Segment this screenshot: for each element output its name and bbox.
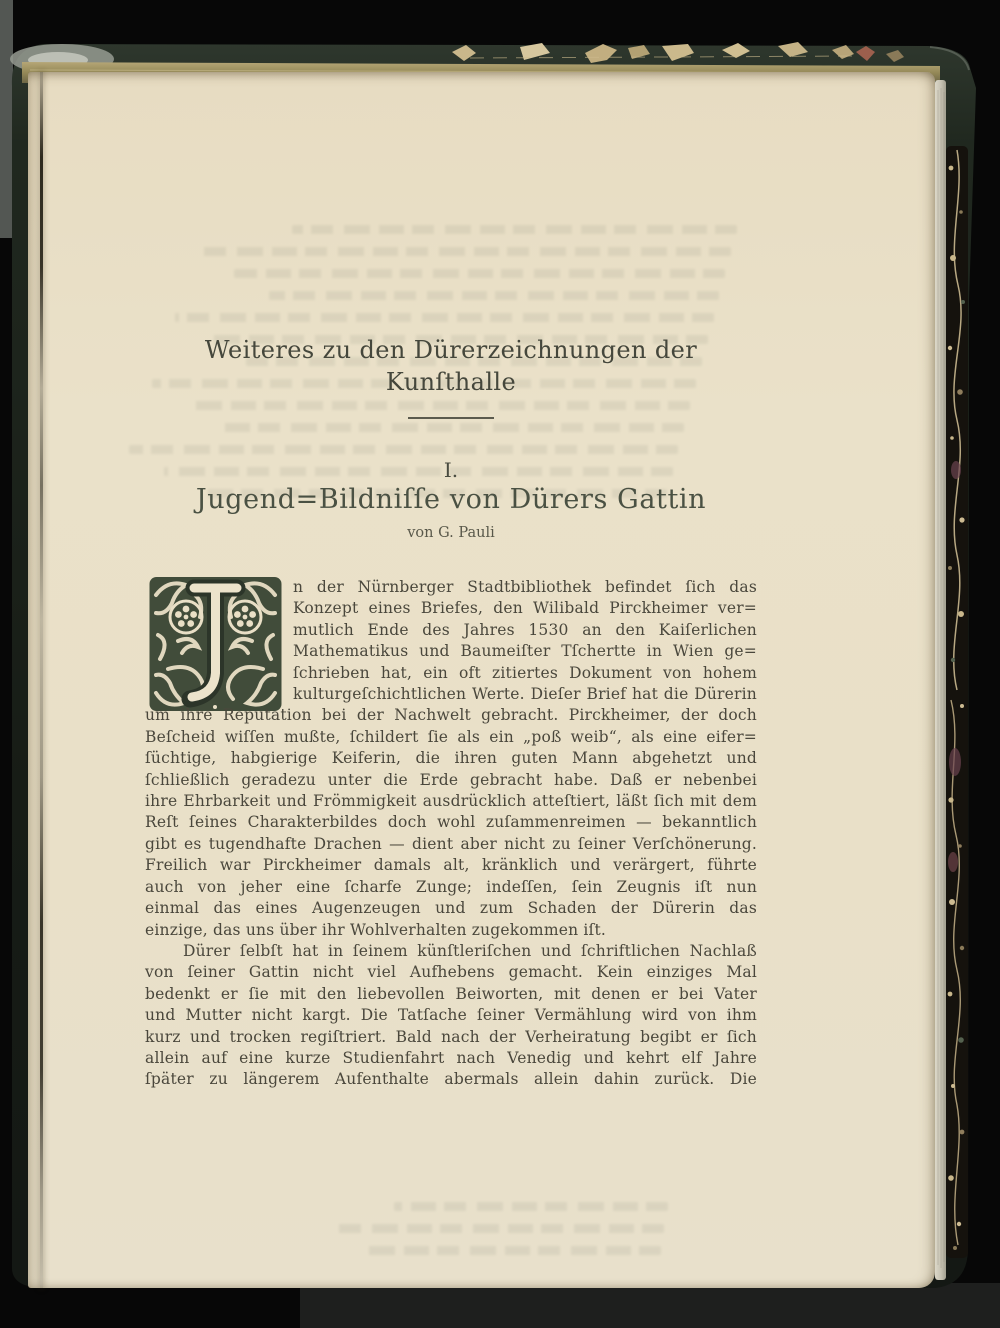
- text-line: ſchließlich geradezu unter die Erde gebracht habe. Daß er nebenbei: [145, 770, 757, 789]
- text-line: ſchrieben hat, ein oft zitiertes Dokument von hohem: [293, 663, 757, 682]
- book-page: [28, 72, 935, 1288]
- text-line: kurz und trocken regiſtriert. Bald nach der Verheiratung begibt er ſich: [145, 1027, 757, 1046]
- paragraph-1-full-block: [145, 705, 757, 940]
- showthrough-line: [394, 1202, 668, 1211]
- text-line: ihre Ehrbarkeit und Frömmigkeit ausdrücklich atteſtiert, läßt ſich mit dem: [145, 792, 757, 811]
- text-line: einzige, das uns über ihr Wohlverhalten zugekommen iſt.: [145, 920, 607, 939]
- text-line: allein auf eine kurze Studienfahrt nach Venedig und kehrt elf Jahre: [145, 1048, 757, 1067]
- drop-cap-initial: [148, 577, 283, 705]
- drop-cap-ornament-icon: [148, 575, 283, 713]
- text-line: Freilich war Pirckheimer damals alt, kränklich und verärgert, führte: [145, 856, 757, 875]
- text-line: ſüchtige, habgierige Keiferin, die ihren guten Mann abgehetzt und: [145, 749, 757, 768]
- showthrough-line: [199, 247, 731, 256]
- text-line: Reſt ſeines Charakterbildes doch wohl zuſammenreimen — bekanntlich: [145, 813, 757, 832]
- showthrough-line: [175, 313, 713, 322]
- showthrough-line: [292, 225, 737, 234]
- title-rule: [408, 417, 494, 419]
- text-line: Konzept eines Briefes, den Wilibald Pirckheimer ver=: [293, 599, 757, 618]
- article-byline: von G. Pauli: [407, 525, 495, 541]
- text-line: Dürer ſelbſt hat in ſeinem künſtleriſchen und ſchriftlichen Nachlaß: [183, 941, 757, 960]
- text-line: mutlich Ende des Jahres 1530 an den Kaiſerlichen: [293, 620, 757, 639]
- facing-page-sliver: [28, 72, 40, 1288]
- article-heading: Jugend=Bildniſſe von Dürers Gattin: [195, 484, 707, 515]
- showthrough-line: [234, 269, 725, 278]
- showthrough-line: [358, 1246, 660, 1255]
- text-line: um ihre Reputation bei der Nachwelt gebracht. Pirckheimer, der doch: [145, 706, 757, 725]
- paragraph-2: [145, 941, 757, 1091]
- text-line: und Mutter nicht kargt. Die Tatſache ſeiner Vermählung wird von ihm: [145, 1006, 757, 1025]
- showthrough-line: [337, 1224, 665, 1233]
- surface-below-book: [300, 1283, 1000, 1328]
- text-line: auch von jeher eine ſcharfe Zunge; indeſſen, ſein Zeugnis iſt nun: [145, 877, 757, 896]
- text-line: von ſeiner Gattin nicht viel Aufhebens gemacht. Kein einziges Mal: [145, 963, 757, 982]
- article-title: Weiteres zu den Dürerzeichnungen der Kunſthalle: [204, 336, 698, 396]
- showthrough-line: [269, 291, 719, 300]
- text-line: bedenkt er ſie mit den liebevollen Beiworten, mit denen er bei Vater: [145, 984, 757, 1003]
- text-line: Mathematikus und Baumeiſter Tſchertte in Wien ge=: [293, 642, 757, 661]
- section-number: I.: [443, 458, 459, 482]
- text-line: kulturgeſchichtlichen Werte. Dieſer Brief hat die Dürerin: [293, 685, 757, 704]
- gutter-shadow: [40, 72, 43, 1288]
- body-text: [145, 577, 757, 1091]
- ghost-showthrough-lower: [308, 1202, 668, 1268]
- text-line: ſpäter zu längerem Aufenthalte abermals allein dahin zurück. Die: [145, 1070, 757, 1089]
- marble-paper-strip: [946, 146, 968, 1258]
- text-line: n der Nürnberger Stadtbibliothek befindet ſich das: [293, 578, 757, 596]
- cradle-edge-strip: [0, 0, 13, 238]
- text-line: einmal das eines Augenzeugen und zum Schaden der Dürerin das: [145, 899, 757, 918]
- text-column: [145, 334, 757, 1091]
- text-line: Beſcheid wiſſen mußte, ſchildert ſie als ein „poß weib“, als eine eifer=: [145, 727, 757, 746]
- text-line: gibt es tugendhafte Drachen — dient aber nicht zu ſeiner Verſchönerung.: [145, 834, 757, 853]
